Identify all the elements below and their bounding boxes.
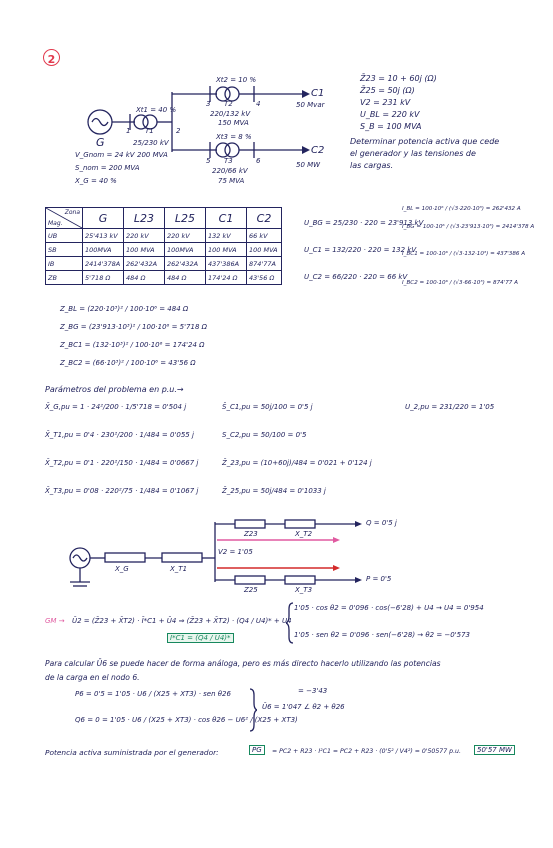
table-cell: 66 kV — [247, 229, 282, 243]
table-row — [46, 229, 282, 243]
c1-power: 50 Mvar — [296, 101, 325, 109]
t3-xt: Xt3 = 8 % — [216, 133, 252, 141]
task-statement — [350, 136, 499, 172]
zb-line: Z_BL = (220·10³)² / 100·10⁶ = 484 Ω — [60, 305, 189, 313]
row-label: ZB — [46, 271, 83, 285]
c1-name: C1 — [311, 88, 325, 99]
eq-xt2: X_T2 — [295, 530, 313, 538]
z-bases — [60, 300, 207, 372]
brace-1 — [286, 602, 294, 644]
table-cell: 174'24 Ω — [206, 271, 247, 285]
task-line-1: Determinar potencia activa que cede — [350, 137, 500, 146]
table-header: C2 — [247, 208, 282, 229]
gen-param-snom: S_nom = 200 MVA — [75, 164, 140, 172]
table-cell: 874'77A — [247, 257, 282, 271]
t2-name: T2 — [224, 100, 233, 108]
given-data — [360, 73, 437, 133]
node-6: 6 — [256, 157, 261, 165]
pu-xt1: X̄_T1,pu = 0'4 · 230²/200 · 1/484 = 0'055 j — [45, 431, 194, 439]
table-corner-bottom: Mag. — [48, 220, 63, 227]
t3-name: T3 — [224, 157, 233, 165]
zb-line: Z_BC1 = (132·10³)² / 100·10⁶ = 174'24 Ω — [60, 341, 205, 349]
calc-ibc1: I_BC1 = 100·10⁶ / (√3·132·10³) = 437'386 A — [402, 251, 526, 257]
pu-z23: Z̄_23,pu = (10+60j)/484 = 0'021 + 0'124 j — [222, 459, 372, 467]
calc-uc1: U_C1 = 132/220 · 220 = 132 kV — [304, 246, 417, 254]
current-subscript: Ī*C1 = (Q4 / U4)* — [167, 633, 234, 643]
calc-uc2: U_C2 = 66/220 · 220 = 66 kV — [304, 273, 408, 281]
result-theta2: 1'05 · sen θ2 = 0'096 · sen(−6'28) → θ2 = −0'573 — [294, 631, 471, 639]
gm-tag: GM → — [45, 617, 65, 625]
table-row — [46, 243, 282, 257]
table-cell: 2414'378A — [83, 257, 124, 271]
table-header: G — [83, 208, 124, 229]
node-5: 5 — [206, 157, 211, 165]
table-cell: 262'432A — [165, 257, 206, 271]
task-line-3: las cargas. — [350, 161, 394, 170]
c2-power: 50 MW — [296, 161, 321, 169]
eq-q: Q = 0'5 j — [366, 519, 397, 527]
table-cell: 220 kV — [165, 229, 206, 243]
zb-line: Z_BC2 = (66·10³)² / 100·10⁶ = 43'56 Ω — [60, 359, 196, 367]
table-cell: 100MVA — [165, 243, 206, 257]
given-v2: V2 = 231 kV — [360, 98, 411, 107]
t3-ratio: 220/66 kV — [212, 167, 248, 175]
node-1: 1 — [126, 127, 131, 135]
final-result: 50'57 MW — [474, 745, 515, 755]
calc-ibg: I_BG = 100·10⁶ / (√3·23'913·10³) = 2414'378 A — [402, 224, 535, 230]
main-equation: Ū2 = (Z̄23 + X̄T2) · Ī*C1 + Ū4 ⇒ (Z̄23 + X̄T2) · (Q4 / U4)* + U4 — [72, 617, 292, 625]
node-4: 4 — [256, 100, 261, 108]
gen-param-xg: X_G = 40 % — [75, 177, 117, 185]
table-corner — [46, 208, 83, 229]
brace-2 — [249, 688, 257, 732]
eq-xt1: X_T1 — [170, 565, 188, 573]
u6-intro-2: de la carga en el nodo 6. — [45, 673, 140, 682]
base-values-table — [45, 207, 282, 285]
table-cell: 262'432A — [124, 257, 165, 271]
t3-power: 75 MVA — [218, 177, 245, 185]
given-sb: S_B = 100 MVA — [360, 122, 422, 131]
final-text: Potencia activa suministrada por el generador: — [45, 748, 219, 757]
eq-z25: Z25 — [244, 586, 258, 594]
t1-power: 200 MVA — [137, 151, 168, 159]
node-2: 2 — [176, 127, 181, 135]
table-corner-top: Zona — [64, 209, 80, 216]
pu-xg: X̄_G,pu = 1 · 24²/200 · 1/5'718 = 0'504 j — [45, 403, 187, 411]
eq-z23: Z23 — [244, 530, 258, 538]
t1-xt: Xt1 = 40 % — [136, 106, 177, 114]
xt1-impedance — [162, 553, 202, 562]
table-cell: 25'413 kV — [83, 229, 124, 243]
c2-name: C2 — [311, 145, 325, 156]
row-label: SB — [46, 243, 83, 257]
t2-ratio: 220/132 kV — [210, 110, 251, 118]
table-cell: 100 MVA — [206, 243, 247, 257]
node-3: 3 — [206, 100, 211, 108]
table-cell: 437'386A — [206, 257, 247, 271]
q6-equation: Q6 = 0 = 1'05 · U6 / (X25 + XT3) · cos θ26 − U6² / (X25 + XT3) — [75, 716, 298, 724]
eq-xg: X_G — [115, 565, 129, 573]
eq-v2: V2 = 1'05 — [218, 548, 253, 556]
calc-ubg: U_BG = 25/230 · 220 = 23'913 kV — [304, 219, 424, 227]
task-line-2: el generador y las tensiones de — [350, 149, 476, 158]
table-header: L23 — [124, 208, 165, 229]
problem-number-circle — [43, 49, 60, 66]
table-cell: 132 kV — [206, 229, 247, 243]
row-label: IB — [46, 257, 83, 271]
u6-result: Ū6 = 1'047 ∠ θ2 + θ26 — [262, 703, 345, 711]
p6-equation: P6 = 0'5 = 1'05 · U6 / (X25 + XT3) · sen θ26 — [75, 690, 231, 698]
row-label: UB — [46, 229, 83, 243]
zb-line: Z_BG = (23'913·10³)² / 100·10⁶ = 5'718 Ω — [60, 323, 207, 331]
gen-param-vnom: V_Gnom = 24 kV — [75, 151, 135, 159]
t1-ratio: 25/230 kV — [133, 139, 169, 147]
given-z23: Z̄23 = 10 + 60j (Ω) — [360, 74, 437, 83]
t1-name: T1 — [145, 127, 154, 135]
eq-xt3: X_T3 — [295, 586, 313, 594]
xg-impedance — [105, 553, 145, 562]
pu-sc2: S_C2,pu = 50/100 = 0'5 — [222, 431, 307, 439]
pu-title: Parámetros del problema en p.u.→ — [45, 385, 184, 394]
pu-u2: U_2,pu = 231/220 = 1'05 — [405, 403, 495, 411]
given-ubl: U_BL = 220 kV — [360, 110, 420, 119]
calc-ibl: I_BL = 100·10⁶ / (√3·220·10³) = 262'432 A — [402, 206, 521, 212]
pu-sc1: S̄_C1,pu = 50j/100 = 0'5 j — [222, 403, 313, 411]
pu-xt2: X̄_T2,pu = 0'1 · 220²/150 · 1/484 = 0'0667 j — [45, 459, 199, 467]
table-cell: 5'718 Ω — [83, 271, 124, 285]
result-u4: 1'05 · cos θ2 = 0'096 · cos(−6'28) + U4 → U4 = 0'954 — [294, 604, 484, 612]
pu-z25: Z̄_25,pu = 50j/484 = 0'1033 j — [222, 487, 326, 495]
calc-ibc2: I_BC2 = 100·10⁶ / (√3·66·10³) = 874'77 A — [402, 280, 518, 286]
gen-label: G — [96, 136, 105, 149]
given-z25: Z̄25 = 50j (Ω) — [360, 86, 415, 95]
table-cell: 484 Ω — [124, 271, 165, 285]
final-equation: = PC2 + R23 · I²C1 = PC2 + R23 · (0'5² / V4²) = 0'50577 p.u. — [272, 748, 461, 755]
table-cell: 43'56 Ω — [247, 271, 282, 285]
t2-xt: Xt2 = 10 % — [216, 76, 257, 84]
pu-xt3: X̄_T3,pu = 0'08 · 220²/75 · 1/484 = 0'1067 j — [45, 487, 199, 495]
final-pg: PG — [249, 745, 265, 755]
u6-result-top: = −3'43 — [298, 687, 328, 695]
eq-p: P = 0'5 — [366, 575, 392, 583]
table-cell: 100 MVA — [124, 243, 165, 257]
table-row — [46, 271, 282, 285]
t2-power: 150 MVA — [218, 119, 249, 127]
problem-number: 2 — [47, 53, 56, 66]
table-cell: 220 kV — [124, 229, 165, 243]
table-row — [46, 257, 282, 271]
table-cell: 484 Ω — [165, 271, 206, 285]
table-header: L25 — [165, 208, 206, 229]
table-cell: 100 MVA — [247, 243, 282, 257]
table-header: C1 — [206, 208, 247, 229]
table-cell: 100MVA — [83, 243, 124, 257]
u6-intro-1: Para calcular Ū6 se puede hacer de forma análoga, pero es más directo hacerlo utilizando las potencias — [45, 659, 441, 668]
